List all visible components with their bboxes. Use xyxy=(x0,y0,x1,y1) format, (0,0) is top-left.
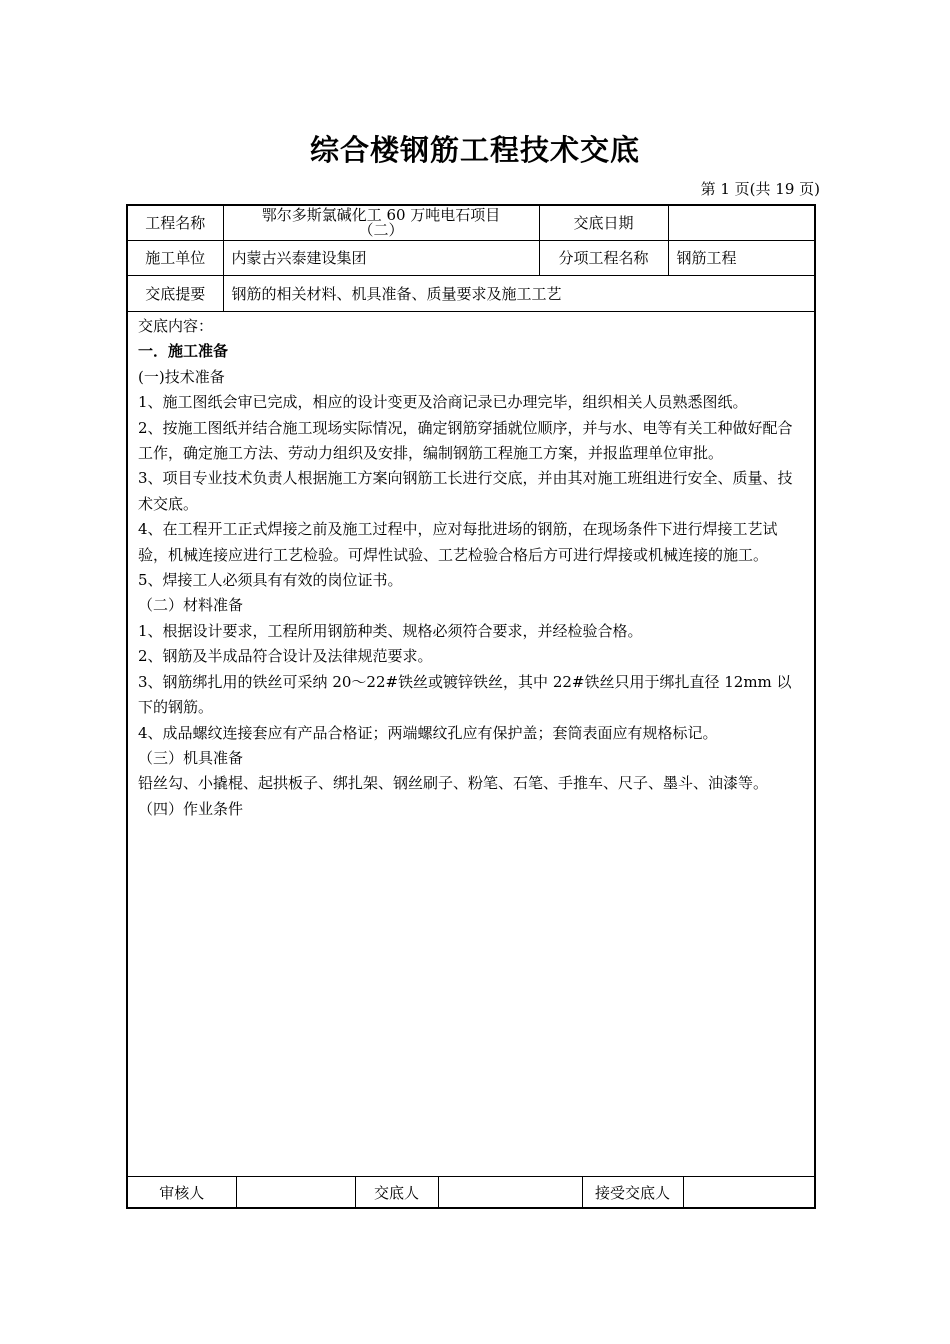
disclosure-date-value xyxy=(668,206,814,240)
signature-row xyxy=(128,1176,814,1207)
sub-project-value: 钢筋工程 xyxy=(668,240,814,275)
disclosure-date-label: 交底日期 xyxy=(539,206,668,240)
construction-unit-label: 施工单位 xyxy=(128,240,223,275)
receiver-label: 接受交底人 xyxy=(582,1177,683,1207)
reviewer-value xyxy=(236,1177,355,1207)
subsection-heading: （四）作业条件 xyxy=(138,799,244,818)
project-name-label: 工程名称 xyxy=(128,206,223,240)
construction-unit-value: 内蒙古兴泰建设集团 xyxy=(223,240,539,275)
project-name-value xyxy=(223,206,539,240)
paragraph: 4、在工程开工正式焊接之前及施工过程中，应对每批进场的钢筋，在现场条件下进行焊接工艺试验，机械连接应进行工艺检验。可焊性试验、工艺检验合格后方可进行焊接或机械连接的施工。 xyxy=(138,520,778,564)
summary-value: 钢筋的相关材料、机具准备、质量要求及施工工艺 xyxy=(223,275,814,311)
reviewer-label: 审核人 xyxy=(128,1177,236,1207)
project-name-line1: 鄂尔多斯氯碱化工 60 万吨电石项目 xyxy=(261,205,501,224)
header-table xyxy=(128,206,814,312)
paragraph: 4、成品螺纹连接套应有产品合格证；两端螺纹孔应有保护盖；套筒表面应有规格标记。 xyxy=(138,723,718,742)
receiver-value xyxy=(683,1177,814,1207)
subsection-heading: （二）材料准备 xyxy=(138,596,244,615)
paragraph: 1、施工图纸会审已完成，相应的设计变更及洽商记录已办理完毕，组织相关人员熟悉图纸。 xyxy=(138,393,748,412)
summary-label: 交底提要 xyxy=(128,275,223,311)
disclosure-form xyxy=(126,204,816,1209)
paragraph: 3、项目专业技术负责人根据施工方案向钢筋工长进行交底，并由其对施工班组进行安全、质量、技术交底。 xyxy=(138,469,793,513)
subsection-heading: （三）机具准备 xyxy=(138,748,244,767)
content-heading: 交底内容： xyxy=(138,317,214,335)
discloser-label: 交底人 xyxy=(355,1177,438,1207)
page-number: 第 1 页(共 19 页) xyxy=(700,180,820,198)
discloser-value xyxy=(438,1177,582,1207)
project-name-line2: （二） xyxy=(358,220,404,239)
disclosure-content xyxy=(128,312,814,1177)
paragraph: 铅丝勾、小撬棍、起拱板子、绑扎架、钢丝刷子、粉笔、石笔、手推车、尺子、墨斗、油漆等。 xyxy=(138,774,769,793)
sub-project-label: 分项工程名称 xyxy=(539,240,668,275)
document-title: 综合楼钢筋工程技术交底 xyxy=(309,133,640,167)
paragraph: 2、按施工图纸并结合施工现场实际情况，确定钢筋穿插就位顺序，并与水、电等有关工种做好配合工作，确定施工方法、劳动力组织及安排，编制钢筋工程施工方案，并报监理单位审批。 xyxy=(138,418,793,463)
paragraph: 2、钢筋及半成品符合设计及法律规范要求。 xyxy=(138,647,433,666)
paragraph: 5、焊接工人必须具有有效的岗位证书。 xyxy=(138,571,403,590)
section-heading: 一．施工准备 xyxy=(138,342,229,361)
subsection-heading: (一)技术准备 xyxy=(138,367,225,386)
paragraph: 1、根据设计要求，工程所用钢筋种类、规格必须符合要求，并经检验合格。 xyxy=(138,621,643,640)
paragraph: 3、钢筋绑扎用的铁丝可采纳 20～22#铁丝或镀锌铁丝，其中 22#铁丝只用于绑扎直径 12mm 以下的钢筋。 xyxy=(138,672,792,717)
